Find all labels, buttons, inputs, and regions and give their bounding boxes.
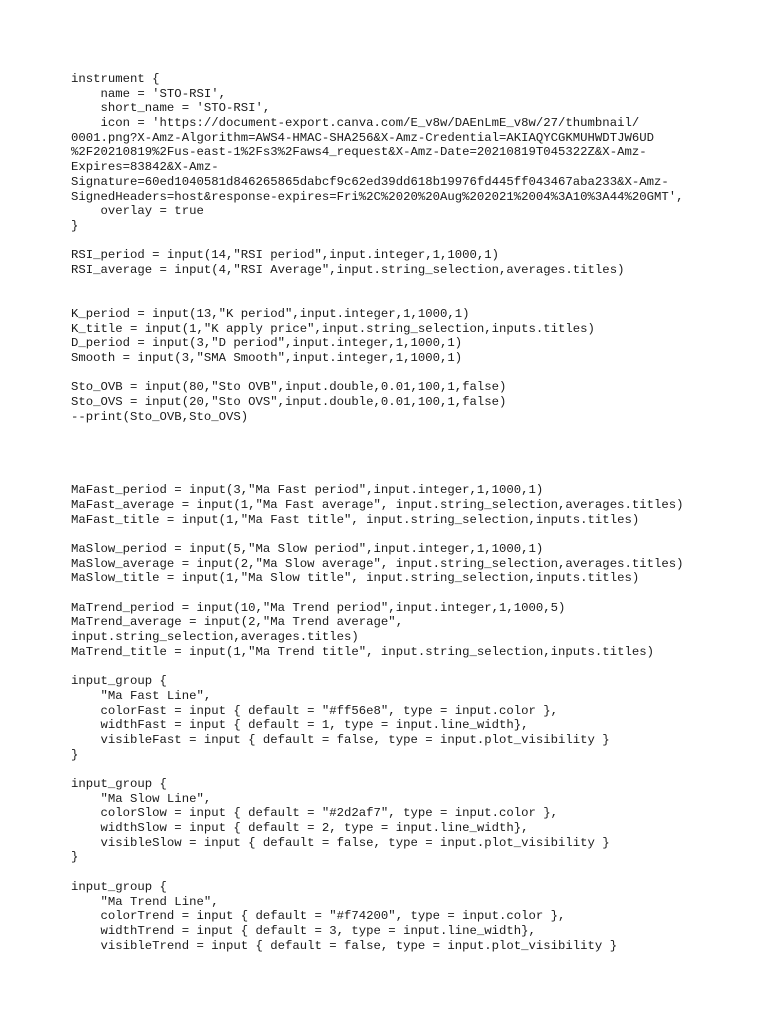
code-line: [71, 234, 751, 249]
code-line: --print(Sto_OVB,Sto_OVS): [71, 409, 249, 424]
code-listing: [71, 72, 751, 953]
code-line: [71, 586, 751, 601]
code-line: [71, 439, 751, 454]
code-line: input_group {: [71, 879, 167, 894]
code-line: input_group {: [71, 777, 167, 791]
code-line: widthFast = input { default = 1, type = input.line_width},: [71, 718, 529, 733]
code-line: Signature=60ed1040581d846265865dabcf9c62ed39dd618b19976fd445ff043467aba233&X-Amz-: [71, 174, 669, 189]
code-line: short_name = 'STO-RSI',: [71, 101, 271, 116]
code-line: D_period = input(3,"D period",input.integer,1,1000,1): [71, 336, 463, 351]
code-line: }: [71, 850, 79, 865]
code-line: "Ma Trend Line",: [71, 894, 219, 909]
code-line: input_group {: [71, 674, 167, 689]
code-line: icon = 'https://document-export.canva.com/E_v8w/DAEnLmE_v8w/27/thumbnail/: [71, 116, 640, 131]
code-line: }: [71, 747, 79, 762]
code-line: input.string_selection,averages.titles): [71, 630, 359, 645]
code-line: MaTrend_period = input(10,"Ma Trend period",input.integer,1,1000,5): [71, 600, 566, 615]
code-line: colorSlow = input { default = "#2d2af7", type = input.color },: [71, 806, 559, 821]
code-line: MaSlow_title = input(1,"Ma Slow title", input.string_selection,inputs.titles): [71, 571, 640, 586]
code-line: [71, 762, 751, 777]
code-line: 0001.png?X-Amz-Algorithm=AWS4-HMAC-SHA256&X-Amz-Credential=AKIAQYCGKMUHWDTJW6UD: [71, 130, 654, 145]
code-line: RSI_average = input(4,"RSI Average",input.string_selection,averages.titles): [71, 262, 625, 277]
code-line: visibleTrend = input { default = false, type = input.plot_visibility }: [71, 938, 618, 953]
code-line: overlay = true: [71, 204, 204, 219]
code-line: K_period = input(13,"K period",input.integer,1,1000,1): [71, 307, 470, 321]
code-line: Sto_OVB = input(80,"Sto OVB",input.double,0.01,100,1,false): [71, 380, 507, 395]
code-line: [71, 469, 751, 484]
code-line: MaFast_period = input(3,"Ma Fast period",input.integer,1,1000,1): [71, 483, 544, 498]
code-line: "Ma Slow Line",: [71, 791, 212, 806]
code-line: RSI_period = input(14,"RSI period",input.integer,1,1000,1): [71, 248, 500, 263]
code-line: MaFast_title = input(1,"Ma Fast title", input.string_selection,inputs.titles): [71, 512, 640, 527]
code-line: Sto_OVS = input(20,"Sto OVS",input.double,0.01,100,1,false): [71, 395, 507, 410]
code-line: MaSlow_period = input(5,"Ma Slow period",input.integer,1,1000,1): [71, 542, 544, 556]
code-line: MaTrend_title = input(1,"Ma Trend title", input.string_selection,inputs.titles): [71, 644, 654, 659]
code-line: [71, 278, 751, 293]
code-line: [71, 425, 751, 440]
code-line: Smooth = input(3,"SMA Smooth",input.integer,1,1000,1): [71, 351, 463, 366]
code-line: [71, 454, 751, 469]
code-line: colorTrend = input { default = "#f74200", type = input.color },: [71, 909, 566, 924]
code-line: visibleSlow = input { default = false, type = input.plot_visibility }: [71, 835, 610, 850]
code-line: "Ma Fast Line",: [71, 688, 212, 703]
code-line: [71, 660, 751, 675]
code-line: SignedHeaders=host&response-expires=Fri%2C%2020%20Aug%202021%2004%3A10%3A44%20GMT',: [71, 189, 684, 204]
code-line: [71, 865, 751, 880]
code-line: MaSlow_average = input(2,"Ma Slow average", input.string_selection,averages.titles): [71, 556, 684, 571]
code-line: MaFast_average = input(1,"Ma Fast average", input.string_selection,averages.titles): [71, 497, 684, 512]
code-line: [71, 366, 751, 381]
code-line: visibleFast = input { default = false, type = input.plot_visibility }: [71, 732, 610, 747]
code-line: %2F20210819%2Fus-east-1%2Fs3%2Faws4_request&X-Amz-Date=20210819T045322Z&X-Amz-: [71, 145, 647, 160]
code-line: }: [71, 218, 79, 233]
code-line: instrument {: [71, 72, 160, 86]
code-line: Expires=83842&X-Amz-: [71, 160, 219, 175]
code-line: [71, 292, 751, 307]
code-line: widthSlow = input { default = 2, type = input.line_width},: [71, 821, 529, 836]
code-line: widthTrend = input { default = 3, type = input.line_width},: [71, 923, 536, 938]
code-line: name = 'STO-RSI',: [71, 86, 226, 101]
code-line: K_title = input(1,"K apply price",input.string_selection,inputs.titles): [71, 321, 595, 336]
code-line: MaTrend_average = input(2,"Ma Trend average",: [71, 615, 404, 630]
code-line: colorFast = input { default = "#ff56e8", type = input.color },: [71, 703, 559, 718]
code-line: [71, 527, 751, 542]
